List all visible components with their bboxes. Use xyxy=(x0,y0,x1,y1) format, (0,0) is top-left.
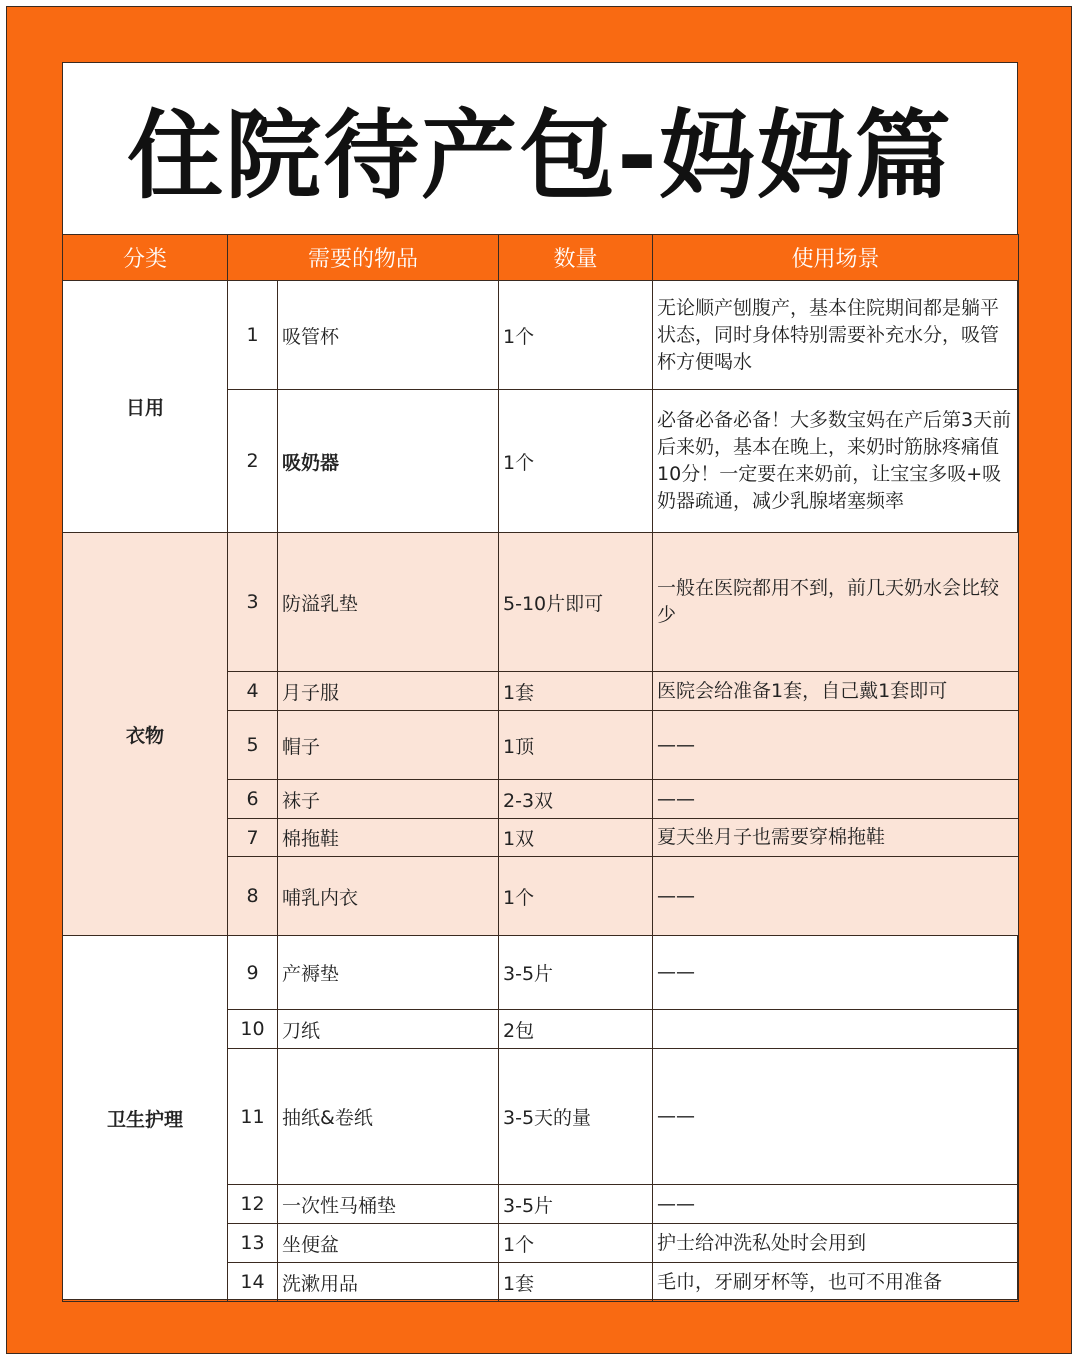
category-hygiene: 卫生护理 xyxy=(63,936,228,1302)
header-row xyxy=(63,235,1019,281)
item-name: 吸管杯 xyxy=(278,281,499,390)
header-category: 分类 xyxy=(63,235,228,281)
item-name: 坐便盆 xyxy=(278,1224,499,1263)
item-quantity: 3-5天的量 xyxy=(499,1049,653,1185)
row-number: 3 xyxy=(228,533,278,672)
item-usage: 医院会给准备1套，自己戴1套即可 xyxy=(653,672,1019,711)
item-quantity: 5-10片即可 xyxy=(499,533,653,672)
item-name: 月子服 xyxy=(278,672,499,711)
item-name: 袜子 xyxy=(278,780,499,819)
item-name-highlighted: 吸奶器 xyxy=(278,390,499,533)
item-name: 哺乳内衣 xyxy=(278,857,499,936)
item-usage: —— xyxy=(653,1185,1019,1224)
item-usage: 必备必备必备！大多数宝妈在产后第3天前后来奶，基本在晚上，来奶时筋脉疼痛值10分！一定要在来奶前，让宝宝多吸+吸奶器疏通，减少乳腺堵塞频率 xyxy=(653,390,1019,533)
item-usage: —— xyxy=(653,780,1019,819)
item-quantity: 1套 xyxy=(499,672,653,711)
row-number: 10 xyxy=(228,1010,278,1049)
row-number: 12 xyxy=(228,1185,278,1224)
item-quantity: 1顶 xyxy=(499,711,653,780)
row-number: 2 xyxy=(228,390,278,533)
item-quantity: 1个 xyxy=(499,857,653,936)
item-usage: 毛巾，牙刷牙杯等，也可不用准备 xyxy=(653,1263,1019,1302)
item-usage: —— xyxy=(653,711,1019,780)
item-name: 防溢乳垫 xyxy=(278,533,499,672)
row-number: 7 xyxy=(228,819,278,857)
item-name: 棉拖鞋 xyxy=(278,819,499,857)
item-quantity: 2包 xyxy=(499,1010,653,1049)
category-clothing: 衣物 xyxy=(63,533,228,936)
row-number: 1 xyxy=(228,281,278,390)
row-number: 8 xyxy=(228,857,278,936)
row-number: 9 xyxy=(228,936,278,1010)
item-quantity: 1双 xyxy=(499,819,653,857)
row-number: 13 xyxy=(228,1224,278,1263)
header-usage: 使用场景 xyxy=(653,235,1019,281)
checklist-table xyxy=(62,234,1019,1302)
item-quantity: 3-5片 xyxy=(499,1185,653,1224)
item-quantity: 1个 xyxy=(499,1224,653,1263)
header-item: 需要的物品 xyxy=(228,235,499,281)
item-usage: —— xyxy=(653,936,1019,1010)
item-quantity: 1套 xyxy=(499,1263,653,1302)
page-title: 住院待产包-妈妈篇 xyxy=(127,99,953,212)
item-usage: 无论顺产刨腹产，基本住院期间都是躺平状态，同时身体特别需要补充水分，吸管杯方便喝水 xyxy=(653,281,1019,390)
row-number: 6 xyxy=(228,780,278,819)
row-number: 4 xyxy=(228,672,278,711)
item-usage: 一般在医院都用不到，前几天奶水会比较少 xyxy=(653,533,1019,672)
item-name: 洗漱用品 xyxy=(278,1263,499,1302)
item-name: 刀纸 xyxy=(278,1010,499,1049)
item-name: 产褥垫 xyxy=(278,936,499,1010)
item-usage: —— xyxy=(653,1049,1019,1185)
item-quantity: 1个 xyxy=(499,281,653,390)
row-number: 14 xyxy=(228,1263,278,1302)
row-number: 5 xyxy=(228,711,278,780)
item-name: 帽子 xyxy=(278,711,499,780)
item-usage xyxy=(653,1010,1019,1049)
item-quantity: 3-5片 xyxy=(499,936,653,1010)
item-quantity: 2-3双 xyxy=(499,780,653,819)
item-name: 一次性马桶垫 xyxy=(278,1185,499,1224)
table-row xyxy=(63,533,1019,672)
item-usage: 夏天坐月子也需要穿棉拖鞋 xyxy=(653,819,1019,857)
header-quantity: 数量 xyxy=(499,235,653,281)
item-usage: —— xyxy=(653,857,1019,936)
row-number: 11 xyxy=(228,1049,278,1185)
category-daily: 日用 xyxy=(63,281,228,533)
item-usage: 护士给冲洗私处时会用到 xyxy=(653,1224,1019,1263)
table-row xyxy=(63,936,1019,1010)
item-quantity: 1个 xyxy=(499,390,653,533)
table-row xyxy=(63,281,1019,390)
item-name: 抽纸&卷纸 xyxy=(278,1049,499,1185)
